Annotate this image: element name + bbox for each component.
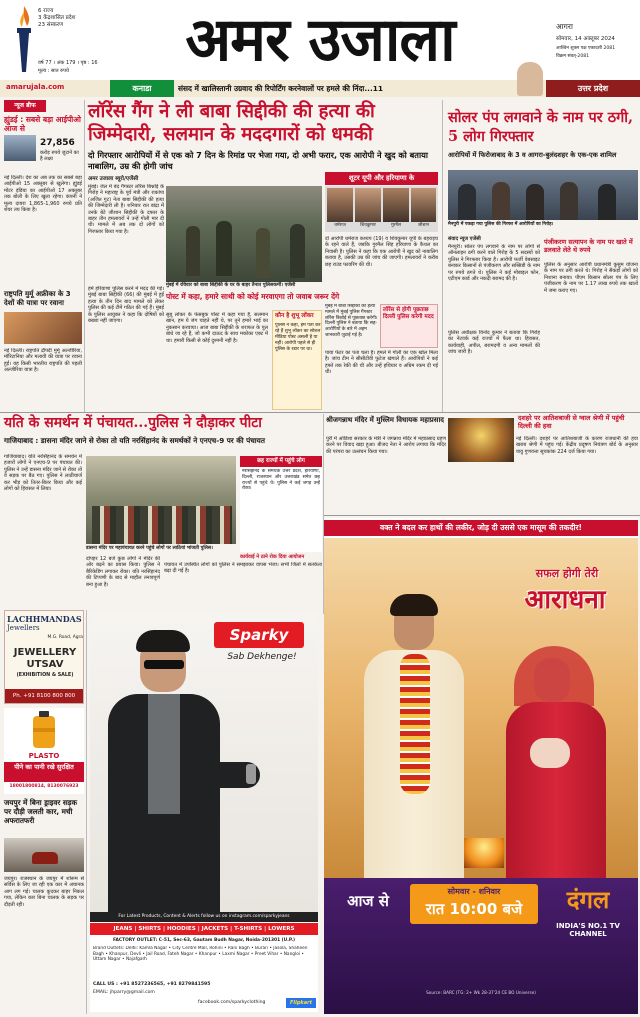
bride-dupatta [514,646,594,706]
who-box [272,310,322,410]
temple-body: पुरी में ओडिशा सरकार के मंत्री ने जगन्नाथ मंदिर में महाप्रसाद ग्रहण करने पर विवाद खड़ा हुआ। बीजद नेता ने आरोप लगाया कि मंदिर की परंपरा का उल्लंघन किया गया। [326,436,446,455]
sparky-categories: JEANS | SHIRTS | HOODIES | JACKETS | T-SHIRTS | LOWERS [90,923,318,935]
threat-post-headline: पोस्ट में कहा, हमारे साथी को कोई मरवाएगा तो जवाब जरूर देंगे [166,292,340,301]
site-link[interactable]: amarujala.com [6,83,65,91]
columnist-avatar [517,62,543,96]
callout-headline: छह राज्यों में पहुंचे लोग [240,456,322,467]
jeweller-location: M.G. Road, Agra [47,635,83,640]
firework-body: नई दिल्ली। दशहरे पर आतिशबाजी के कारण राजधानी की हवा खराब श्रेणी में पहुंच गई। केंद्रीय प्रदूषण नियंत्रण बोर्ड के अनुसार वायु गुणवत्ता सूचकांक 224 दर्ज किया गया। [516,436,638,455]
main-subhead: दो गिरफ्तार आरोपियों में से एक को 7 दिन के रिमांड पर भेजा गया, दो अभी फरार, एक आरोपी ने खुद को बताया नाबालिग, उम्र की होगी जांच [88,150,428,171]
panchayat-body-2: दोपहर 12 बजे कुछ लोगों ने मंदिर की ओर बढ़ने का प्रयास किया। पुलिस ने बैरिकेडिंग लगाकर रोका। यति नरसिंहानंद की टिप्पणी के बाद से माहौल तनावपूर्ण बना हुआ है। [86,556,160,588]
model-shirt [148,694,180,814]
model-hair [136,630,190,652]
jeweller-phone[interactable]: Ph. +91 8100 800 800 [5,689,83,703]
panchayat-headline: यति के समर्थन में पंचायत...पुलिस ने दौड़ाकर पीटा [4,415,262,431]
solar-photo-caption: मैनपुरी में पकड़ा गया पुलिस की गिरफ्त में आरोपियों का गिरोह। [448,222,554,227]
stock-headline: ह्युंडई : सबसे बड़ा आईपीओ आज से [4,115,81,133]
news-brief-badge: न्यूज ब्रीफ [4,100,46,112]
masthead-title: अमर उजाला [185,5,455,75]
firework-headline: दशहरे पर आतिशबाजी से ग्वाल श्रेणी में पहुंची दिल्ली की हवा [518,414,625,430]
schedule-box [410,884,538,924]
plasto-tank-icon [30,710,58,750]
solar-subhead: आरोपियों में फिरोजाबाद के 3 व आगरा-बुलंदशहर के एक-एक शामिल [448,151,617,159]
solar-body-2: पुलिस अधीक्षक विनोद कुमार ने बताया कि गिरोह का नेटवर्क कई राज्यों में फैला था। हिरासत, कार्यवाही, अपील, बरामदगी व अन्य मामलों की जांच जारी है। [448,330,540,356]
suspect-photo [383,188,409,222]
suspects-header: शूटर यूपी और हरियाणा के [325,172,438,185]
brief2-headline: राष्ट्रपति मुर्मू अफ्रीका के 3 देशों की यात्रा पर रवाना [4,290,71,307]
schedule-time: रात 10:00 बजे [425,900,523,918]
issue-info: वर्ष 77 । अंक 179 । पृष्ठ : 16 [38,60,98,66]
police-photo-caption: मुंबई में रविवार को बाबा सिद्दीकी के घर के बाहर तैनात पुलिसकर्मी। एजेंसी [166,283,296,288]
dangal-tagline: INDIA'S NO.1 TV CHANNEL [556,922,620,938]
crowd-figure [186,226,200,276]
jeweller-ad[interactable] [4,610,84,704]
plasto-phone[interactable]: 18001800814, 8130076923 [9,784,79,789]
crowd-figure [598,184,616,220]
crowd-figure [526,184,544,220]
price: मूल्य : सात रुपये [38,68,69,74]
main-byline: अमर उजाला ब्यूरो/एजेंसी [88,176,139,182]
lawrence-box-headline: लॉरेंस से होगी पूछताछ दिल्ली पुलिस करेगी मदद [383,307,434,320]
ticker[interactable]: संसद में खालिस्तानी उग्रवाद की रिपोर्टिंग करनेवालों पर हमले की निंदा...11 [178,84,384,93]
suspect-name: गुरमैल [391,223,401,228]
sparky-tagline: Sab Dekhenge! [227,652,297,662]
murmu-photo [4,312,82,344]
logo-fact: 3 केंद्रशासित प्रदेश [38,15,76,21]
jeweller-event-sub: (EXHIBITION & SALE) [16,673,74,678]
show-title-line-2: आराधना [524,585,606,615]
jeweller-brand-2: Jewellers [7,624,40,632]
suspect-photo [327,188,353,222]
panchayat-body: गाजियाबाद। यति नरसिंहानंद के समर्थन में हजारों लोगों ने एनएच-9 पर पंचायत की। पुलिस ने उन्हें डासना मंदिर जाने से रोका तो वे सड़क पर बैठ गए। पुलिस ने लाठीचार्ज कर भीड़ को तितर-बितर किया और कई लोगों को हिरासत में लिया। [4,454,82,493]
watch-icon [246,764,256,784]
solar-side-body: पुलिस के अनुसार आरोपी प्रधानमंत्री कुसुम योजना के नाम पर ठगी करते थे। गिरोह ने सैकड़ों लोगों को निशाना बनाया। पीएम किसान सोलर पंप के लिए पंजीकरण के नाम पर 1.17 लाख रुपये तक खातों में जमा कराए गए। [544,262,638,294]
plasto-text: पीने का पानी रखे सुरक्षित [4,762,84,782]
police-photo [166,186,322,282]
masthead [0,0,640,80]
diya-icon [464,838,504,868]
dangal-ad[interactable] [324,518,638,1014]
car-shape [32,852,58,864]
jaipur-body: जयपुर। राजस्थान के जयपुर में शोरूम से सर्विस के लिए जा रही एक कार में अचानक आग लग गई। चालक कूदकर बाहर निकल गया, लेकिन कार बिना चालक के सड़क पर दौड़ती रही। [4,876,84,908]
crowd-figure [560,182,578,220]
panchayat-photo-caption: डासना मंदिर पर महापंचायत करने पहुंचे लोगों पर लाठियां भांजती पुलिस। [86,546,213,551]
main-body-3: हमें हरियाणा पुलिस करने में मदद की गई। मुंबई बाबा सिद्दीकी (66) की मुंबई में हुई हत्या के तीन दिन बाद मामले को लेकर पुलिस की कई टीमें गठित की गई हैं। मुंबई के पुलिस आयुक्त ने कहा कि दोषियों को बख्शा नहीं जाएगा। [88,286,164,325]
news-brief-column [4,100,82,410]
plasto-brand: PLASTO [28,752,60,760]
dangal-top-line: वक्त ने बदल कर हाथों की लकीर, जोड़ दी उससे एक मासूम की तकदीर! [324,520,638,536]
brief2-body: नई दिल्ली। राष्ट्रपति द्रौपदी मुर्मू अल्जीरिया, मॉरिटानिया और मलावी की यात्रा पर रवाना हुईं। यह किसी भारतीय राष्ट्रपति की पहली अल्जीरिया यात्रा है। [4,348,82,374]
solar-arrest-photo [448,170,638,220]
samvat: विक्रम संवत्-2081 [556,54,590,59]
garland [400,654,430,794]
who-headline: कौन है शुभू लोंकर [275,313,314,319]
crowd-figure [216,221,232,276]
bride-lehenga [506,702,606,878]
solar-headline: सोलर पंप लगवाने के नाम पर ठगी, 5 लोग गिरफ्तार [448,109,634,145]
stock-value: 27,856 [40,138,75,148]
solar-body: मैनपुरी। सोलर पंप लगवाने के नाम पर लोगों से ऑनलाइन ठगी करने वाले गिरोह के 5 सदस्यों को पुलिस ने गिरफ्तार किया है। आरोपी फर्जी वेबसाइट बनाकर किसानों से पंजीकरण और सब्सिडी के नाम पर रुपये ठगते थे। पुलिस ने कई मोबाइल फोन, एटीएम कार्ड और नकदी बरामद की है। [448,244,540,283]
stock-body: नई दिल्ली। देश का अब तक का सबसे बड़ा आईपीओ 15 अक्तूबर से खुलेगा। ह्युंडई मोटर इंडिया का आईपीओ 17 अक्तूबर तक बोली के लिए खुला रहेगा। कंपनी ने मूल्य दायरा 1,865-1,960 रुपये प्रति शेयर तय किया है। [4,175,82,214]
callout-2-headline: कार्यवाई ने ठाने रोक दिया आयोजन [240,554,305,560]
sparky-email[interactable]: EMAIL: jhparry@gmail.com [93,990,155,995]
edition-date: सोमवार, 14 अक्तूबर 2024 [556,36,615,42]
callout-body: नरसिंहानंद के समर्थक उत्तर प्रदेश, हरियाणा, दिल्ली, राजस्थान और उत्तराखंड समेत छह राज्यों से पहुंचे थे। पुलिस ने कई जगह उन्हें रोका। [242,469,320,492]
main-headline: लॉरेंस गैंग ने ली बाबा सिद्दीकी की हत्या की जिम्मेदारी, सलमान के मददगारों को धमकी [88,101,375,145]
main-body-2: दो आरोपी धर्मराज कश्यप (19) व शिवकुमार यूपी के बहराइच के रहने वाले हैं, जबकि गुरमैल सिंह हरियाणा के कैथल का निवासी है। पुलिस ने कहा कि एक आरोपी ने खुद को नाबालिग बताया है, उसकी उम्र की जांच की जाएगी। हमलावरों ने करीब छह राउंड फायरिंग की थी। [325,236,438,268]
sparky-facebook[interactable]: facebook.com/sparkyclothing [198,1000,266,1005]
today-label: आज से [347,892,389,910]
suspect-photo [411,188,436,222]
logo-fact: 6 राज्य [38,8,54,14]
suspect-photo [355,188,381,222]
sparky-logo: Sparky [214,622,304,648]
sunglasses-icon [144,660,184,669]
dangal-logo: दंगल [566,885,610,914]
schedule-days: सोमवार - शनिवार [447,887,501,896]
crowd-figure [492,182,510,220]
edition-city: आगरा [556,22,573,31]
region-label: उत्तर प्रदेश [546,80,640,97]
sparky-outlets: Brand Outlets: Delhi: Kamla Nagar • City Centre Mall, Rohini • Rani Bagh • Burari • Jasola, Shaheen Bagh • Khanpur, Devli • Jail Road, Fateh Nagar • Khanpur • Laxmi Nagar • Preet Vihar • Nangloi • Uttam Nagar • Najafgarh [93,946,308,963]
sparky-ad[interactable] [90,612,318,1012]
jeweller-brand: LACHHMANDAS [7,614,82,624]
jeweller-event: JEWELLERY UTSAV [13,647,77,670]
jaipur-headline: जयपुर में बिना ड्राइवर सड़क पर दौड़ी जलती कार, मची अफरातफरी [4,798,78,825]
plasto-ad[interactable] [4,708,84,794]
baby [530,738,570,768]
callout-2-body: पंचायत में उपस्थित लोगों को पुलिस ने समझाकर वापस भेजा। सभी जिलों में सतर्कता बढ़ा दी गई है। [164,562,322,575]
lawrence-box [380,304,438,348]
section-label: कनाडा [110,80,174,97]
suspect-name: धर्मराज [334,223,346,228]
callout-box [240,456,322,552]
logo-fact: 23 संस्करण [38,22,64,28]
main-body-4: पाया फेंटर का पता चला है। हमले में गोली का एक खोल मिला है। जांच टीम ने सीसीटीवी फुटेज खंगाले हैं। आरोपियों ने कई हफ्ते तक रेकी की थी और उन्हें हथियार व अग्रिम रकम दी गई थी। [325,350,438,376]
nav-bar [0,80,640,97]
show-title-line-1: सफल होगी तेरी [535,567,599,580]
suspect-name: जीशान [418,223,429,228]
panchayat-subhead: गाजियाबाद : डासना मंदिर जाने से रोका तो यति नरसिंहानंद के समर्थकों ने एनएच-9 पर की पंचायत [4,436,265,445]
solar-side-headline: पंजीकरण सत्यापन के नाम पर खाते में डलवाते लेते थे रुपये [544,238,633,254]
sparky-social[interactable]: For Latest Products, Content & Alerts follow us on instagram.com/sparkyjeans [90,912,318,922]
suspect-name: शिवकुमार [360,223,376,228]
crowd-figure [290,224,305,278]
stock-caption: करोड़ रुपये जुटाने का है लक्ष्य [40,150,79,163]
panchayat-photo [86,456,236,544]
hindu-date: आश्विन शुक्ल पक्ष एकादशी 2081 [556,46,616,51]
flipkart-logo[interactable]: Flipkart [286,998,316,1008]
who-body: पुलिस ने कहा, हम पता कर रहे हैं शुभू लोंकर का सोशल मीडिया पोस्ट असली है या नहीं। आरोपी पहले से ही पुलिस के रडार पर था। [275,323,321,352]
crowd-figure [92,506,232,544]
lawrence-box-body: मुंबई में बाबा सिद्दीकी की हत्या मामले में मुंबई पुलिस गैंगस्टर लॉरेंस बिश्नोई से पूछताछ करेगी। दिल्ली पुलिस ने बताया कि सह-आरोपियों के बारे में अहम जानकारी जुटाई गई है। [325,304,378,338]
solar-byline: संवाद न्यूज एजेंसी [448,236,481,242]
groom-hair [390,594,438,616]
dangal-source: Source: BARC (TG: 2+ Wk 28-37'24 CE BO Universe) [426,990,536,995]
threat-post-body: सुबू लोंकर के फेसबुक पोस्ट में कहा गया है, सलमान खान, हम ये जंग चाहते नहीं थे, पर तूने हमारे भाई का नुकसान करवाया। आज बाबा सिद्दीकी के शराफत के पुल बांधे जा रहे हैं, जो कभी दाऊद के साथ मकोका एक्ट में था। हमारी किसी से कोई दुश्मनी नहीं है। [166,312,268,344]
jaipur-car-photo [4,838,84,872]
crowd-figure [458,184,476,220]
temple-headline: श्रीजगन्नाथ मंदिर में मुस्लिम विधायक महाप्रसाद [326,416,445,424]
sparky-factory: FACTORY OUTLET: C-51, Sec-63, Gautam Budh Nagar, Noida-201301 (U.P.) [112,938,296,943]
logo-facts [38,8,98,29]
hyundai-photo [4,135,36,161]
sparky-phone[interactable]: CALL US : +91 8527236565, +91 8279841595 [93,982,211,987]
torch-logo-icon [11,4,37,76]
suspects-strip [325,186,438,232]
crowd-figure [256,228,270,278]
main-body-1: मुंबई। जेल में बंद गैंगस्टर लॉरेंस बिश्नोई के गिरोह ने महाराष्ट्र के पूर्व मंत्री और राकांपा (अजित गुट) नेता बाबा सिद्दीकी की हत्या की जिम्मेदारी ली है। शनिवार रात बांद्रा में उनके बेटे जीशान सिद्दीकी के दफ्तर के बाहर तीन हमलावरों ने उन्हें गोली मार दी थी। मामले में अब तक दो लोगों को गिरफ्तार किया गया है। [88,184,164,235]
